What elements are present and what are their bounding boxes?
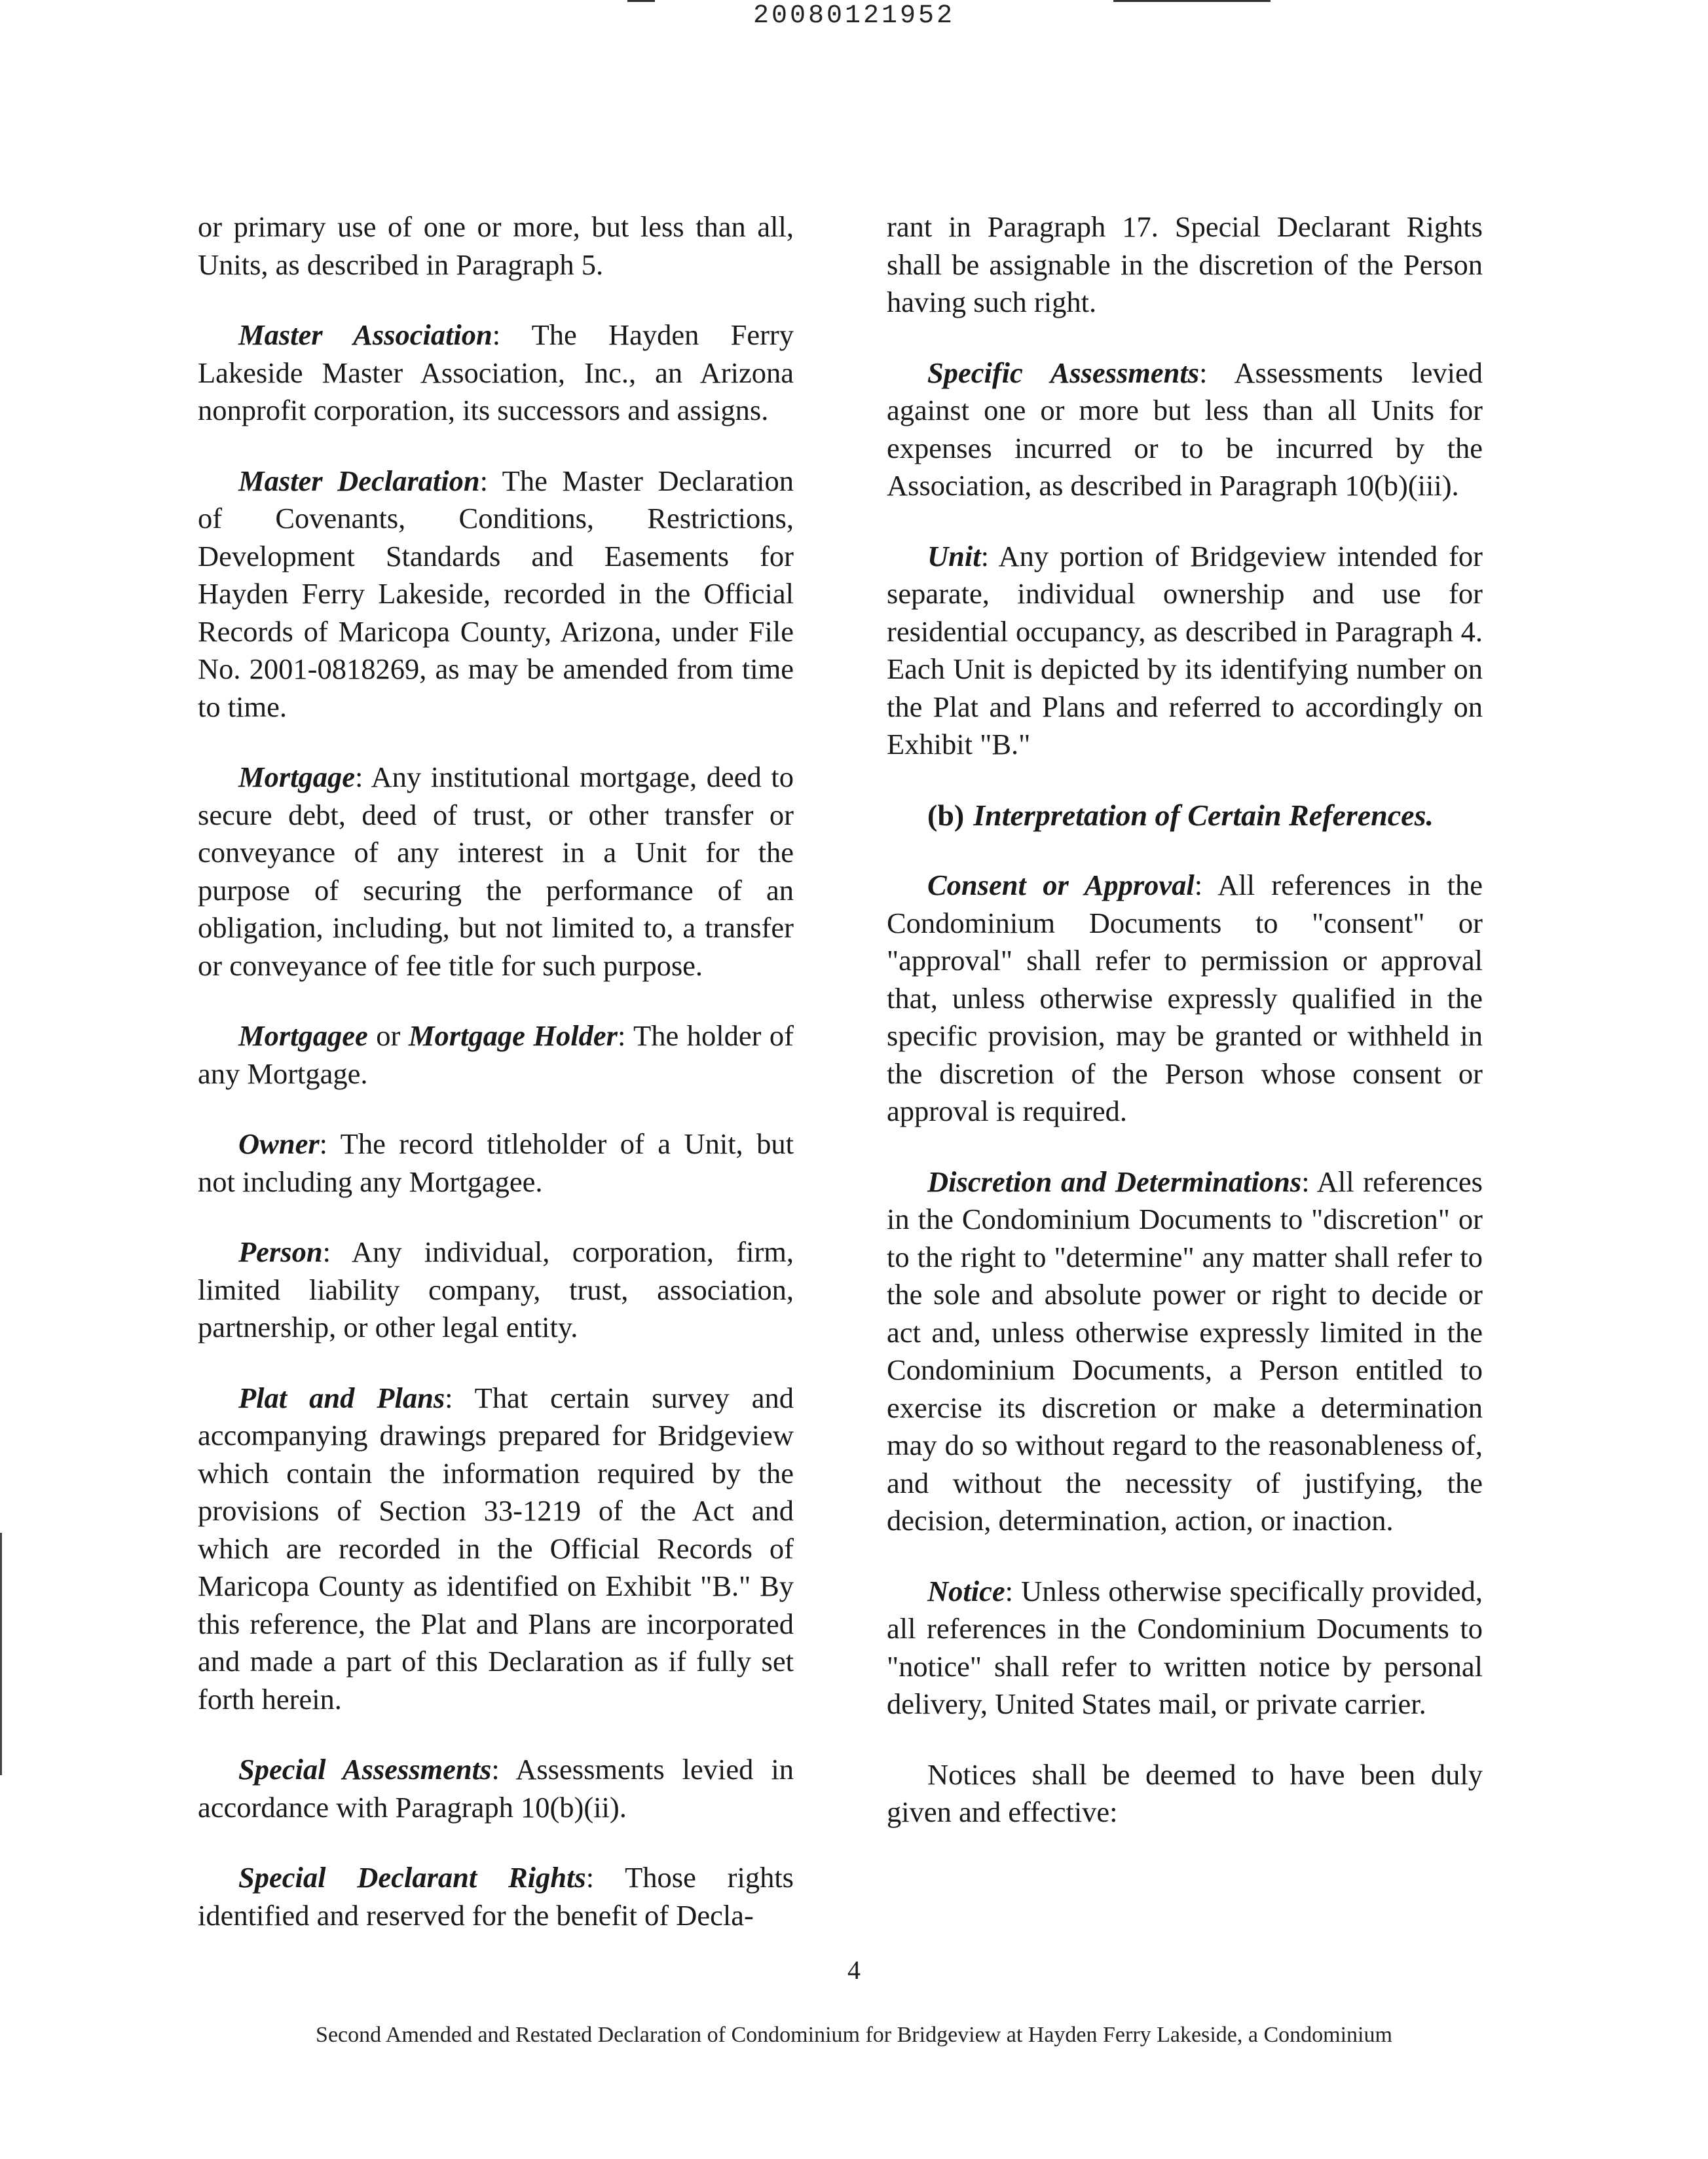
document-number: 20080121952: [752, 1, 956, 31]
definition-paragraph: [198, 1017, 794, 1093]
defined-term: Consent or Approval: [927, 869, 1195, 901]
left-column: [198, 208, 794, 1967]
definition-paragraph: [198, 1233, 794, 1347]
definition-body: : The record titleholder of a Unit, but not including any Mortgagee.: [198, 1127, 794, 1198]
definition-body: : Any portion of Bridgeview intended for separate, individual ownership and use for residential occupancy, as described in Paragraph 4. Each Unit is depicted by its identifying number on the Plat and Plans and referred to accordingly on Exhibit "B.": [887, 539, 1483, 760]
definition-paragraph: [198, 759, 794, 985]
definition-paragraph: [198, 1380, 794, 1719]
definition-body: : All references in the Condominium Documents to "discretion" or to the right to "determine" any matter shall refer to the sole and absolute power or right to decide or act and, unless otherwise expressly limited in the Condominium Documents, a Person entitled to exercise its discretion or make a determination may do so without regard to the reasonableness of, and without the necessity of justifying, the decision, determination, action, or inaction.: [887, 1165, 1483, 1537]
definition-paragraph: [887, 1756, 1483, 1831]
defined-term: Master Declaration: [238, 464, 480, 497]
definition-body: or primary use of one or more, but less than all, Units, as described in Paragraph 5.: [198, 210, 794, 281]
definition-paragraph: [198, 1751, 794, 1826]
definition-body: : That certain survey and accompanying drawings prepared for Bridgeview which contain the information required by the provisions of Section 33-1219 of the Act and which are recorded in the Official Records of Maricopa County as identified on Exhibit "B." By this reference, the Plat and Plans are incorporated and made a part of this Declaration as if fully set forth herein.: [198, 1381, 794, 1716]
defined-term: Specific Assessments: [927, 356, 1200, 389]
definition-body: rant in Paragraph 17. Special Declarant Rights shall be assignable in the discretion of the Person having such right.: [887, 210, 1483, 318]
defined-term: Person: [238, 1235, 323, 1268]
subheading-letter: (b): [927, 798, 965, 832]
definition-connector: or: [367, 1019, 409, 1052]
defined-term: Owner: [238, 1127, 320, 1160]
defined-term: Mortgage Holder: [408, 1019, 618, 1052]
definition-body: : Any individual, corporation, firm, limited liability company, trust, association, partnership, or other legal entity.: [198, 1235, 794, 1343]
defined-term: Notice: [927, 1574, 1005, 1607]
definition-body: : Any institutional mortgage, deed to secure debt, deed of trust, or other transfer or conveyance of any interest in a Unit for the purpose of securing the performance of an obligation, including, but not limited to, a transfer or conveyance of fee title for such purpose.: [198, 760, 794, 982]
section-subheading: [887, 797, 1483, 835]
definition-paragraph: [887, 538, 1483, 764]
definition-paragraph: [198, 208, 794, 284]
definition-paragraph: [198, 316, 794, 430]
definition-paragraph: [887, 1163, 1483, 1540]
defined-term: Special Declarant Rights: [238, 1861, 586, 1894]
definition-body: : Assessments levied in accordance with Paragraph 10(b)(ii).: [198, 1753, 794, 1824]
definition-body: : All references in the Condominium Documents to "consent" or "approval" shall refer to permission or approval that, unless otherwise expressly qualified in the specific provision, may be granted or withheld in the discretion of the Person whose consent or approval is required.: [887, 869, 1483, 1127]
definition-paragraph: [198, 1125, 794, 1201]
definition-body: : Those rights identified and reserved for the benefit of Decla-: [198, 1861, 794, 1932]
defined-term: Mortgage: [238, 760, 355, 793]
definition-body: Notices shall be deemed to have been duly given and effective:: [887, 1757, 1483, 1828]
definition-body: : The holder of any Mortgage.: [198, 1019, 794, 1090]
footer-title: Second Amended and Restated Declaration of Condominium for Bridgeview at Hayden Ferry Lakeside, a Condominium: [316, 2023, 1392, 2047]
definition-body: : The Master Declaration of Covenants, Conditions, Restrictions, Development Standards and Easements for Hayden Ferry Lakeside, recorded in the Official Records of Maricopa County, Arizona, under File No. 2001-0818269, as may be amended from time to time.: [198, 464, 794, 723]
page-number: 4: [847, 1955, 861, 1985]
definition-body: : Unless otherwise specifically provided, all references in the Condominium Documents to "notice" shall refer to written notice by personal delivery, United States mail, or private carrier.: [887, 1574, 1483, 1720]
scan-edge-mark: [0, 1533, 2, 1775]
defined-term: Special Assessments: [238, 1753, 492, 1786]
subheading-title: Interpretation of Certain References.: [973, 798, 1434, 832]
definition-paragraph: [887, 867, 1483, 1131]
defined-term: Mortgagee: [238, 1019, 368, 1052]
definition-paragraph: [198, 1859, 794, 1934]
definition-paragraph: [887, 1573, 1483, 1723]
definition-body: : Assessments levied against one or more but less than all Units for expenses incurred or to be incurred by the Association, as described in Paragraph 10(b)(iii).: [887, 356, 1483, 502]
definition-paragraph: [887, 208, 1483, 322]
definition-body: : The Hayden Ferry Lakeside Master Association, Inc., an Arizona nonprofit corporation, its successors and assigns.: [198, 318, 794, 426]
definition-paragraph: [887, 354, 1483, 505]
defined-term: Master Association: [238, 318, 492, 351]
right-column: [887, 208, 1483, 1864]
defined-term: Discretion and Determinations: [927, 1165, 1302, 1198]
definition-paragraph: [198, 462, 794, 726]
defined-term: Unit: [927, 539, 981, 573]
defined-term: Plat and Plans: [238, 1381, 445, 1414]
